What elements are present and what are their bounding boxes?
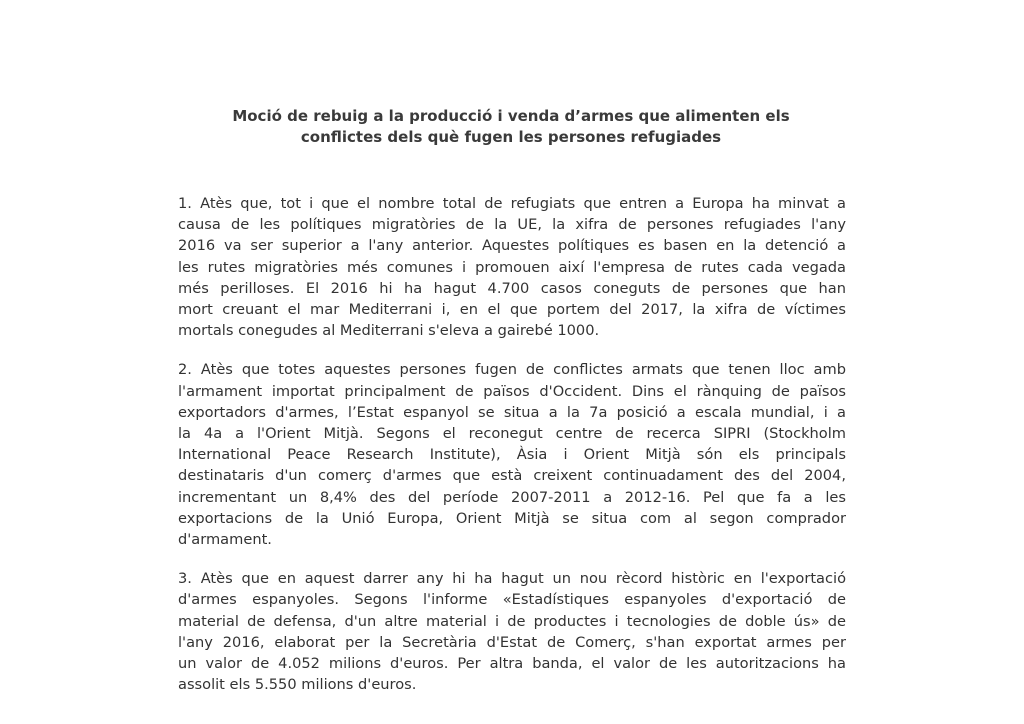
text-line: un valor de 4.052 milions d'euros. Per altra banda, el valor de les autoritzacions ha (178, 655, 846, 673)
text-line: assolit els 5.550 milions d'euros. (178, 676, 417, 694)
text-line: més perilloses. El 2016 hi ha hagut 4.700 casos coneguts de persones que han (178, 279, 846, 297)
text-line: material de defensa, d'un altre material i de productes i tecnologies de doble ús» de (178, 612, 846, 630)
text-line: mort creuant el mar Mediterrani i, en el que portem del 2017, la xifra de víctimes (178, 301, 846, 319)
text-line: les rutes migratòries més comunes i promouen així l'empresa de rutes cada vegada (178, 258, 846, 276)
title-line: conflictes dels què fugen les persones refugiades (300, 128, 722, 146)
text-line: d'armes espanyoles. Segons l'informe «Estadístiques espanyoles d'exportació de (178, 591, 846, 609)
text-line: 2016 va ser superior a l'any anterior. Aquestes polítiques es basen en la detenció a (178, 237, 846, 255)
text-line: exportacions de la Unió Europa, Orient Mitjà se situa com al segon comprador (178, 509, 846, 527)
text-line: 2. Atès que totes aquestes persones fugen de conflictes armats que tenen lloc amb (178, 361, 846, 379)
text-line: mortals conegudes al Mediterrani s'eleva a gairebé 1000. (178, 322, 600, 340)
text-line: incrementant un 8,4% des del període 2007-2011 a 2012-16. Pel que fa a les (178, 488, 846, 506)
text-line: destinataris d'un comerç d'armes que està creixent continuadament des del 2004, (178, 467, 846, 485)
text-line: l'armament importat principalment de països d'Occident. Dins el rànquing de països (178, 382, 846, 400)
paragraph-3 (178, 568, 846, 695)
title-line: Moció de rebuig a la producció i venda d’armes que alimenten els (232, 107, 790, 125)
text-line: l'any 2016, elaborat per la Secretària d'Estat de Comerç, s'han exportat armes per (178, 633, 846, 651)
text-line: exportadors d'armes, l’Estat espanyol se situa a la 7a posició a escala mundial, i a (178, 403, 846, 421)
text-line: d'armament. (178, 531, 272, 549)
text-line: la 4a a l'Orient Mitjà. Segons el reconegut centre de recerca SIPRI (Stockholm (178, 425, 846, 443)
paragraph-2 (178, 359, 846, 550)
text-line: International Peace Research Institute), Àsia i Orient Mitjà són els principals (178, 446, 846, 464)
paragraph-1 (178, 193, 846, 341)
document-body (178, 193, 846, 713)
text-line: 3. Atès que en aquest darrer any hi ha hagut un nou rècord històric en l'exportació (178, 570, 846, 588)
document-title (178, 106, 844, 148)
text-line: causa de les polítiques migratòries de la UE, la xifra de persones refugiades l'any (178, 216, 846, 234)
text-line: 1. Atès que, tot i que el nombre total de refugiats que entren a Europa ha minvat a (178, 195, 846, 212)
